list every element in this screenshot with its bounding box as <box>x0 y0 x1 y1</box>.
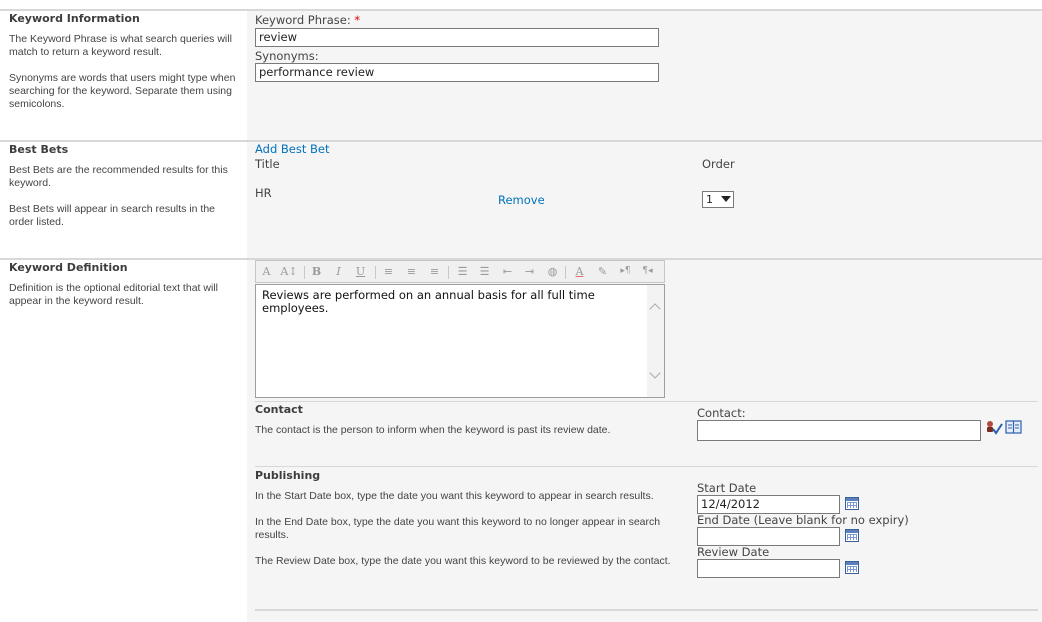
font-size-icon[interactable]: A↕ <box>280 265 298 278</box>
best-bets-description: Best Bets are the recommended results for this keyword. <box>9 164 228 189</box>
start-date-calendar-icon[interactable] <box>845 497 859 510</box>
insert-link-icon[interactable]: ◍ <box>547 265 558 278</box>
remove-best-bet-link[interactable]: Remove <box>498 193 545 207</box>
end-date-calendar-icon[interactable] <box>845 529 859 542</box>
synonyms-label: Synonyms: <box>255 49 319 63</box>
scroll-down-icon[interactable] <box>649 367 660 378</box>
subsection-divider <box>255 466 1038 467</box>
contact-description: The contact is the person to inform when the keyword is past its review date. <box>255 424 611 436</box>
subsection-divider <box>255 401 1038 402</box>
review-date-description: The Review Date box, type the date you want this keyword to be reviewed by the contact. <box>255 555 671 567</box>
review-date-calendar-icon[interactable] <box>845 561 859 574</box>
highlight-color-icon[interactable]: ✎ <box>597 265 608 278</box>
section-title-keyword-definition: Keyword Definition <box>9 261 128 274</box>
numbered-list-icon[interactable]: ☰ <box>457 265 468 278</box>
review-date-input[interactable] <box>697 559 840 578</box>
start-date-input[interactable]: 12/4/2012 <box>697 495 840 514</box>
end-date-input[interactable] <box>697 527 840 546</box>
synonyms-description: Synonyms are words that users might type when searching for the keyword. Separate them using semicolons. <box>9 72 236 110</box>
editor-scrollbar[interactable] <box>647 285 664 397</box>
add-best-bet-link[interactable]: Add Best Bet <box>255 142 330 156</box>
bold-icon[interactable]: B <box>311 265 322 278</box>
section-divider <box>0 9 1042 11</box>
bulleted-list-icon[interactable]: ☰ <box>479 265 490 278</box>
italic-icon[interactable]: I <box>336 265 341 278</box>
keyword-phrase-input[interactable]: review <box>255 28 659 47</box>
keyword-phrase-label-text: Keyword Phrase: <box>255 13 351 27</box>
end-date-description: In the End Date box, type the date you want this keyword to no longer appear in search results. <box>255 516 661 541</box>
increase-indent-icon[interactable]: ⇥ <box>524 265 535 278</box>
chevron-down-icon <box>721 196 731 202</box>
rich-text-toolbar <box>255 260 665 283</box>
keyword-definition-text[interactable]: Reviews are performed on an annual basis for all full time employees. <box>262 288 595 315</box>
contact-label: Contact: <box>697 406 746 420</box>
section-divider <box>0 140 1042 142</box>
best-bet-order-select[interactable] <box>702 191 734 208</box>
start-date-description: In the Start Date box, type the date you want this keyword to appear in search results. <box>255 490 654 502</box>
section-title-contact: Contact <box>255 403 303 416</box>
ltr-icon[interactable]: ▸¶ <box>620 266 631 276</box>
section-title-best-bets: Best Bets <box>9 143 69 156</box>
toolbar-separator <box>565 266 566 279</box>
toolbar-separator <box>448 266 449 279</box>
check-names-icon[interactable] <box>985 420 1003 435</box>
scroll-up-icon[interactable] <box>649 303 660 314</box>
required-asterisk: * <box>354 13 361 27</box>
text-color-icon[interactable]: A <box>575 265 584 278</box>
keyword-phrase-label <box>255 13 360 27</box>
align-left-icon[interactable]: ≡ <box>383 265 394 278</box>
toolbar-separator <box>375 266 376 279</box>
section-title-publishing: Publishing <box>255 469 321 482</box>
align-center-icon[interactable]: ≡ <box>406 265 417 278</box>
rtl-icon[interactable]: ¶◂ <box>642 266 653 276</box>
best-bets-order-description: Best Bets will appear in search results in the order listed. <box>9 203 216 228</box>
keyword-definition-editor[interactable] <box>255 284 665 398</box>
end-date-label: End Date (Leave blank for no expiry) <box>697 513 909 527</box>
align-right-icon[interactable]: ≡ <box>429 265 440 278</box>
definition-description: Definition is the optional editorial text that will appear in the keyword result. <box>9 282 218 307</box>
font-icon[interactable]: A <box>262 265 271 278</box>
decrease-indent-icon[interactable]: ⇤ <box>502 265 513 278</box>
best-bet-order-value: 1 <box>706 193 713 206</box>
address-book-icon[interactable] <box>1005 420 1022 434</box>
review-date-label: Review Date <box>697 545 770 559</box>
subsection-divider <box>255 609 1038 611</box>
best-bets-title-header: Title <box>255 157 280 171</box>
synonyms-input[interactable]: performance review <box>255 63 659 82</box>
keyword-phrase-description: The Keyword Phrase is what search queries will match to return a keyword result. <box>9 33 232 58</box>
best-bets-order-header: Order <box>702 157 735 171</box>
section-title-keyword-information: Keyword Information <box>9 12 140 25</box>
underline-icon[interactable]: U <box>355 265 366 278</box>
contact-input[interactable] <box>697 420 981 441</box>
best-bet-title: HR <box>255 186 272 200</box>
start-date-label: Start Date <box>697 481 757 495</box>
toolbar-separator <box>304 266 305 279</box>
